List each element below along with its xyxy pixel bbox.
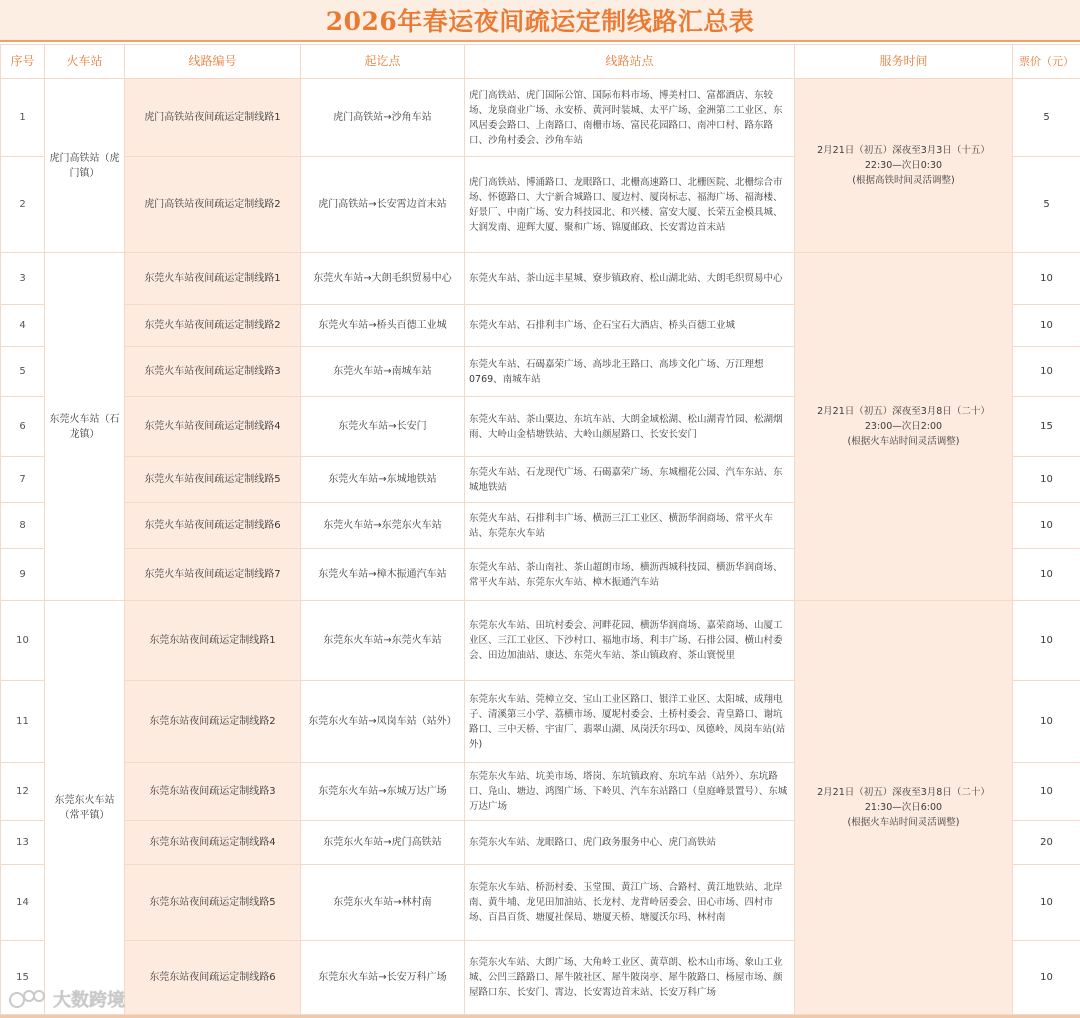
route-no-cell: 东莞火车站夜间疏运定制线路6 <box>125 503 301 549</box>
header-price: 票价（元） <box>1013 45 1080 79</box>
table-body <box>1 79 1080 1015</box>
price-cell: 5 <box>1013 79 1080 157</box>
endpoints-cell: 东莞火车站→长安门 <box>301 397 465 457</box>
price-cell: 10 <box>1013 763 1080 821</box>
service-date: 2月21日（初五）深夜至3月8日（二十） <box>817 406 990 417</box>
routes-table <box>0 44 1080 1015</box>
endpoints-cell: 东莞东火车站→长安万科广场 <box>301 941 465 1015</box>
row-seq: 1 <box>1 79 45 157</box>
row-seq: 5 <box>1 347 45 397</box>
route-no-cell: 东莞东站夜间疏运定制线路2 <box>125 681 301 763</box>
service-time-cell <box>795 253 1013 601</box>
station-cell: 东莞东火车站（常平镇） <box>45 601 125 1015</box>
endpoints-cell: 东莞东火车站→东莞火车站 <box>301 601 465 681</box>
page-title: 2026年春运夜间疏运定制线路汇总表 <box>325 7 755 36</box>
price-cell: 10 <box>1013 347 1080 397</box>
row-seq: 13 <box>1 821 45 865</box>
service-date: 2月21日（初五）深夜至3月8日（二十） <box>817 787 990 798</box>
row-seq: 6 <box>1 397 45 457</box>
row-seq: 12 <box>1 763 45 821</box>
endpoints-cell: 东莞火车站→樟木振通汽车站 <box>301 549 465 601</box>
endpoints-cell: 虎门高铁站→沙角车站 <box>301 79 465 157</box>
stops-cell: 虎门高铁站、博涌路口、龙眼路口、北栅高速路口、北栅医院、北栅综合市场、怀德路口、大宁新合城路口、厦边村、厦岗标志、福海广场、福海楼、好景厂、中南广场、安力科技园北、和兴楼、富安大厦、长荣五金模具城、大润发南、迎辉大厦、聚和广场、锦厦邮政、长安霄边首末站 <box>465 157 795 253</box>
service-time-cell <box>795 79 1013 253</box>
service-note: (根据火车站时间灵活调整) <box>847 817 960 828</box>
route-no-cell: 东莞火车站夜间疏运定制线路4 <box>125 397 301 457</box>
row-seq: 10 <box>1 601 45 681</box>
route-no-cell: 东莞东站夜间疏运定制线路1 <box>125 601 301 681</box>
stops-cell: 东莞火车站、石排利丰广场、企石宝石大酒店、桥头百德工业城 <box>465 305 795 347</box>
route-no-cell: 虎门高铁站夜间疏运定制线路1 <box>125 79 301 157</box>
price-cell: 10 <box>1013 941 1080 1015</box>
row-seq: 3 <box>1 253 45 305</box>
price-cell: 10 <box>1013 503 1080 549</box>
route-no-cell: 东莞火车站夜间疏运定制线路3 <box>125 347 301 397</box>
stops-cell: 东莞火车站、茶山远丰星城、寮步镇政府、松山湖北站、大朗毛织贸易中心 <box>465 253 795 305</box>
route-no-cell: 东莞火车站夜间疏运定制线路7 <box>125 549 301 601</box>
price-cell: 10 <box>1013 549 1080 601</box>
watermark <box>8 986 125 1012</box>
service-hours: 23:00—次日2:00 <box>864 421 943 432</box>
stops-cell: 东莞东火车站、坑美市场、塔岗、东坑镇政府、东坑车站（站外）、东坑路口、凫山、塘边、鸿图广场、下岭贝、汽车东站路口（皇庭峰景置号）、东城万达广场 <box>465 763 795 821</box>
endpoints-cell: 虎门高铁站→长安霄边首末站 <box>301 157 465 253</box>
service-note: (根据高铁时间灵活调整) <box>852 175 955 186</box>
route-no-cell: 东莞东站夜间疏运定制线路3 <box>125 763 301 821</box>
price-cell: 10 <box>1013 601 1080 681</box>
route-no-cell: 东莞火车站夜间疏运定制线路1 <box>125 253 301 305</box>
header-service: 服务时间 <box>795 45 1013 79</box>
endpoints-cell: 东莞火车站→桥头百德工业城 <box>301 305 465 347</box>
row-seq: 9 <box>1 549 45 601</box>
endpoints-cell: 东莞东火车站→林村南 <box>301 865 465 941</box>
price-cell: 10 <box>1013 865 1080 941</box>
price-cell: 15 <box>1013 397 1080 457</box>
price-cell: 5 <box>1013 157 1080 253</box>
price-cell: 10 <box>1013 305 1080 347</box>
service-date: 2月21日（初五）深夜至3月3日（十五） <box>817 145 990 156</box>
row-seq: 15 <box>1 941 45 1015</box>
watermark-logo-icon <box>8 987 48 1011</box>
stops-cell: 东莞东火车站、大朗广场、大角岭工业区、黄草朗、松木山市场、象山工业城、公凹三路路口、犀牛陂社区、犀牛陂岗亭、犀牛陂路口、杨屋市场、颜屋路口东、长安门、霄边、长安霄边首末站、长安万科广场 <box>465 941 795 1015</box>
table-header-row <box>1 45 1080 79</box>
endpoints-cell: 东莞火车站→南城车站 <box>301 347 465 397</box>
row-seq: 8 <box>1 503 45 549</box>
route-no-cell: 东莞火车站夜间疏运定制线路5 <box>125 457 301 503</box>
table-row <box>1 601 1080 681</box>
endpoints-cell: 东莞东火车站→东城万达广场 <box>301 763 465 821</box>
service-time-cell <box>795 601 1013 1015</box>
route-no-cell: 东莞东站夜间疏运定制线路5 <box>125 865 301 941</box>
service-note: (根据火车站时间灵活调整) <box>847 436 960 447</box>
endpoints-cell: 东莞火车站→东莞东火车站 <box>301 503 465 549</box>
stops-cell: 东莞火车站、茶山粟边、东坑车站、大朗金域松湖、松山湖青竹园、松湖烟雨、大岭山金桔塘铁站、大岭山颜屋路口、长安长安门 <box>465 397 795 457</box>
row-seq: 11 <box>1 681 45 763</box>
stops-cell: 东莞火车站、茶山南社、茶山超朗市场、横沥西城科技园、横沥华润商场、常平火车站、东莞东火车站、樟木振通汽车站 <box>465 549 795 601</box>
header-endpoints: 起讫点 <box>301 45 465 79</box>
service-hours: 22:30—次日0:30 <box>864 160 943 171</box>
row-seq: 14 <box>1 865 45 941</box>
endpoints-cell: 东莞火车站→大朗毛织贸易中心 <box>301 253 465 305</box>
header-route-no: 线路编号 <box>125 45 301 79</box>
watermark-text: 大数跨境 <box>53 990 125 1011</box>
price-cell: 10 <box>1013 681 1080 763</box>
header-station: 火车站 <box>45 45 125 79</box>
station-cell: 东莞火车站（石龙镇） <box>45 253 125 601</box>
table-row <box>1 79 1080 157</box>
route-no-cell: 虎门高铁站夜间疏运定制线路2 <box>125 157 301 253</box>
service-hours: 21:30—次日6:00 <box>864 802 943 813</box>
route-no-cell: 东莞东站夜间疏运定制线路4 <box>125 821 301 865</box>
stops-cell: 东莞东火车站、龙眼路口、虎门政务服务中心、虎门高铁站 <box>465 821 795 865</box>
row-seq: 4 <box>1 305 45 347</box>
title-bar <box>0 0 1080 42</box>
price-cell: 10 <box>1013 457 1080 503</box>
endpoints-cell: 东莞东火车站→凤岗车站（站外） <box>301 681 465 763</box>
header-stops: 线路站点 <box>465 45 795 79</box>
route-no-cell: 东莞东站夜间疏运定制线路6 <box>125 941 301 1015</box>
stops-cell: 东莞东火车站、桥沥村委、玉堂围、黄江广场、合路村、黄江地铁站、北岸南、黄牛埔、龙见田加油站、长龙村、龙背岭居委会、田心市场、四村市场、百昌百货、塘厦社保局、塘厦天桥、塘厦沃尔玛、林村南 <box>465 865 795 941</box>
price-cell: 10 <box>1013 253 1080 305</box>
station-cell: 虎门高铁站（虎门镇） <box>45 79 125 253</box>
endpoints-cell: 东莞东火车站→虎门高铁站 <box>301 821 465 865</box>
row-seq: 7 <box>1 457 45 503</box>
header-seq: 序号 <box>1 45 45 79</box>
stops-cell: 东莞东火车站、田坑村委会、河畔花园、横沥华润商场、嘉荣商场、山厦工业区、三江工业区、下沙村口、福地市场、利丰广场、石排公园、横山村委会、田边加油站、康达、东莞火车站、茶山镇政府、茶山寰悦里 <box>465 601 795 681</box>
route-no-cell: 东莞火车站夜间疏运定制线路2 <box>125 305 301 347</box>
row-seq: 2 <box>1 157 45 253</box>
stops-cell: 虎门高铁站、虎门国际公馆、国际布料市场、博美村口、富都酒店、东较场、龙泉商业广场、永安桥、黄河时装城、太平广场、金洲第二工业区、东风居委会路口、上南路口、南栅市场、富民花园路口、南冲口村、路东路口、沙角村委会、沙角车站 <box>465 79 795 157</box>
price-cell: 20 <box>1013 821 1080 865</box>
stops-cell: 东莞火车站、石排利丰广场、横沥三江工业区、横沥华润商场、常平火车站、东莞东火车站 <box>465 503 795 549</box>
endpoints-cell: 东莞火车站→东城地铁站 <box>301 457 465 503</box>
stops-cell: 东莞火车站、石碣嘉荣广场、高埗北王路口、高埗文化广场、万江理想0769、南城车站 <box>465 347 795 397</box>
stops-cell: 东莞火车站、石龙现代广场、石碣嘉荣广场、东城榴花公园、汽车东站、东城地铁站 <box>465 457 795 503</box>
stops-cell: 东莞东火车站、莞樟立交、宝山工业区路口、银洋工业区、太阳城、成翔电子、清溪第三小学、荔横市场、厦坭村委会、土桥村委会、青皇路口、谢坑路口、三中天桥、宇宙厂、翡翠山湖、凤岗沃尔玛①、凤德岭、凤岗车站(站外) <box>465 681 795 763</box>
table-row <box>1 253 1080 305</box>
